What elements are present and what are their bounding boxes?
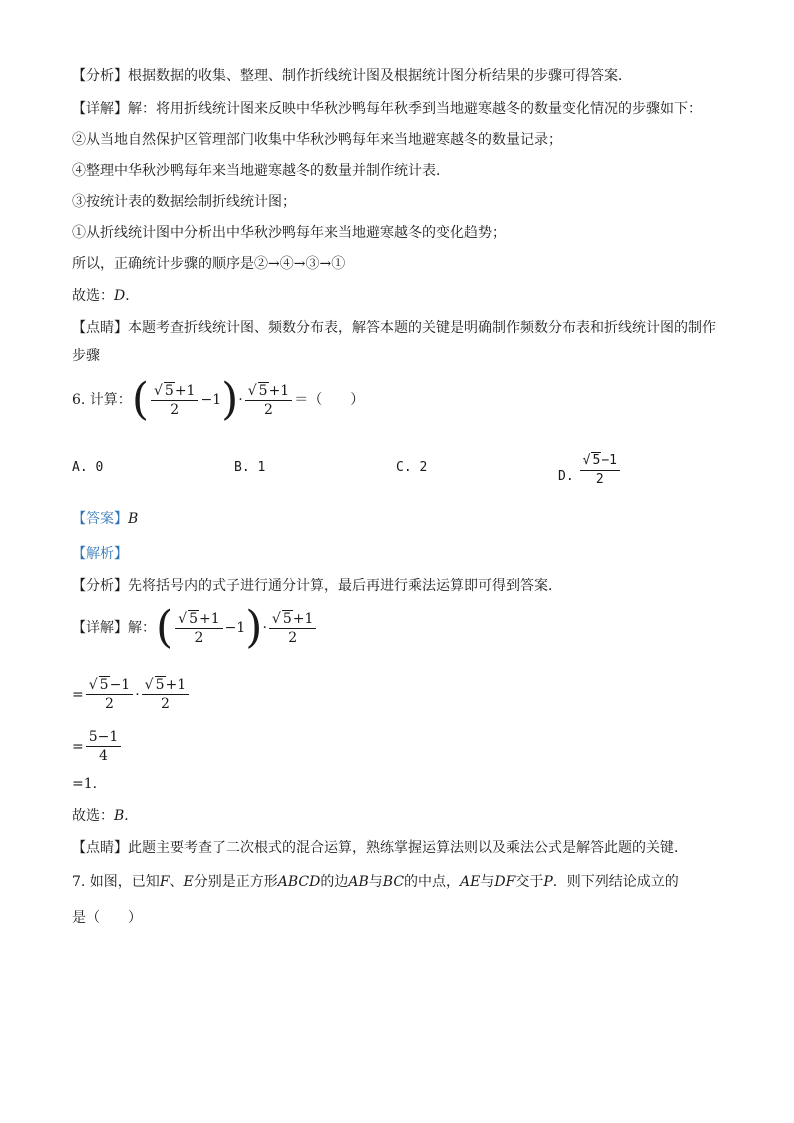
choice-prefix: 故选：	[72, 288, 114, 304]
question-6-equals: ＝（ ）	[294, 392, 365, 408]
analysis-line: 【分析】根据数据的收集、整理、制作折线统计图及根据统计图分析结果的步骤可得答案．	[72, 68, 632, 84]
detail-step-3: = $\frac{5-1}{4}$	[72, 728, 123, 768]
comment-line-cont: 步骤	[72, 348, 100, 364]
fraction: $\frac{√ 5+1}{2}$	[245, 382, 292, 419]
step-1-line: ①从折线统计图中分析出中华秋沙鸭每年来当地避寒越冬的变化趋势；	[72, 225, 506, 241]
fraction: $\frac{5-1}{4}$	[86, 728, 122, 765]
option-d: D. $\frac{√ 5-1}{2}$	[558, 458, 622, 495]
question-7: 7. 如图，已知F、E分别是正方形ABCD的边AB与BC的中点，AE与DF交于P．则下列结论成立的	[72, 874, 679, 890]
fraction: $\frac{√ 5+1}{2}$	[151, 382, 198, 419]
fraction: $\frac{√ 5-1}{2}$	[580, 452, 620, 489]
option-c: C. 2	[396, 460, 428, 475]
fraction: $\frac{√ 5+1}{2}$	[269, 610, 316, 647]
comment-line: 【点睛】本题考查折线统计图、频数分布表，解答本题的关键是明确制作频数分布表和折线统计图的制作	[72, 320, 716, 336]
answer-tag: 【答案】	[72, 511, 128, 527]
fraction: $\frac{√ 5-1}{2}$	[86, 676, 133, 713]
step-2-line: ②从当地自然保护区管理部门收集中华秋沙鸭每年来当地避寒越冬的数量记录；	[72, 132, 562, 148]
fraction: $\frac{√ 5+1}{2}$	[142, 676, 189, 713]
choice-period: ．	[125, 288, 140, 304]
analysis-line-q6: 【分析】先将括号内的式子进行通分计算，最后再进行乘法运算即可得到答案．	[72, 578, 562, 594]
detail-line: 【详解】解：将用折线统计图来反映中华秋沙鸭每年秋季到当地避寒越冬的数量变化情况的步骤如下：	[72, 101, 702, 117]
detail-step-4: =1．	[72, 776, 107, 792]
fraction: $\frac{√ 5+1}{2}$	[175, 610, 222, 647]
order-line: 所以，正确统计步骤的顺序是②→④→③→①	[72, 256, 346, 272]
question-6: 6. 计算： ( $\frac{√ 5+1}{2}$ −1 ) · $\frac{√ 5+1}{2}$ ＝（ ）	[72, 374, 365, 425]
step-3-line: ③按统计表的数据绘制折线统计图；	[72, 194, 296, 210]
detail-expression: 【详解】解： ( $\frac{√ 5+1}{2}$ −1 ) · $\frac{√ 5+1}{2}$	[72, 606, 318, 652]
jiexi-tag: 【解析】	[72, 546, 128, 562]
right-paren: )	[245, 602, 263, 653]
option-a: A. 0	[72, 460, 104, 475]
right-paren: )	[221, 374, 239, 425]
comment-line-q6: 【点睛】此题主要考查了二次根式的混合运算，熟练掌握运算法则以及乘法公式是解答此题的关键．	[72, 840, 688, 856]
left-paren: (	[131, 374, 149, 425]
answer-value: B	[128, 511, 139, 527]
option-b: B. 1	[234, 460, 266, 475]
question-6-prefix: 6. 计算：	[72, 392, 132, 408]
left-paren: (	[156, 602, 174, 653]
step-4-line: ④整理中华秋沙鸭每年来当地避寒越冬的数量并制作统计表．	[72, 163, 450, 179]
answer-line	[72, 509, 138, 529]
choice-letter: D	[114, 288, 126, 304]
detail-step-2: = $\frac{√ 5-1}{2}$ · $\frac{√ 5+1}{2}$	[72, 676, 191, 716]
question-7-cont: 是（ ）	[72, 910, 142, 926]
choice-line-q5	[72, 286, 139, 306]
question-6-options	[72, 453, 722, 496]
choice-line-q6: 故选：B．	[72, 808, 139, 824]
